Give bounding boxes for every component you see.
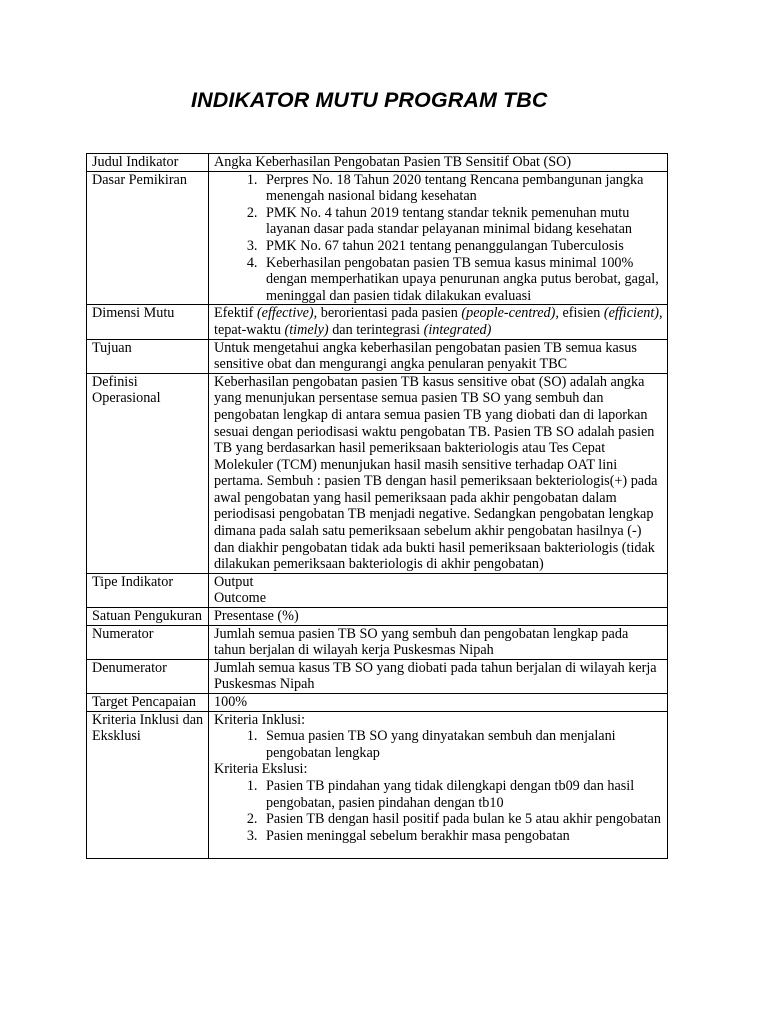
label-satuan-pengukuran: Satuan Pengukuran [87, 608, 209, 626]
dimensi-term: (timely) [284, 321, 329, 338]
row-definisi-operasional [87, 373, 668, 573]
row-target-pencapaian [87, 694, 668, 712]
dimensi-text: Efektif [214, 305, 257, 322]
value-dasar-pemikiran [209, 171, 668, 305]
label-denumerator: Denumerator [87, 659, 209, 693]
label-tipe-indikator: Tipe Indikator [87, 573, 209, 607]
dimensi-term: (integrated) [423, 321, 492, 338]
list-item: 2. Pasien TB dengan hasil positif pada bulan ke 5 atau akhir pengobatan [261, 811, 663, 828]
eksklusi-list [214, 778, 663, 844]
indicator-table [86, 153, 668, 859]
dimensi-text: berorientasi pada pasien [317, 305, 462, 322]
value-judul-indikator: Angka Keberhasilan Pengobatan Pasien TB Sensitif Obat (SO) [209, 154, 668, 172]
row-tujuan [87, 339, 668, 373]
value-definisi-operasional: Keberhasilan pengobatan pasien TB kasus sensitive obat (SO) adalah angka yang menunjukan persentase semua pasien TB SO yang sembuh dan pengobatan lengkap di antara semua pasien TB yang diobati dan di laporkan sesuai dengan periodisasi waktu pengobatan TB. Pasien TB SO adalah pasien TB yang berdasarkan hasil pemeriksaan bakteriologis atau Tes Cepat Molekuler (TCM) menunjukan hasil masih sensitive terhadap OAT lini pertama. Sembuh : pasien TB dengan hasil pemeriksaan bekteriologis(+) pada awal pengobatan yang hasil pemeriksaan pada akhir pengobatan dalam periodisasi pengobatan TB menjadi negative. Sedangkan pengobatan lengkap dimana pada salah satu pemeriksaan sebelum akhir pengobatan hasilnya (-) dan diakhir pengobatan tidak ada bukti hasil pemeriksaan bakteriologis (tidak dilakukan pemeriksaan bakteriologis di akhir pengobatan) [209, 373, 668, 573]
list-item: 1. Perpres No. 18 Tahun 2020 tentang Rencana pembangunan jangka menengah nasional bidang kesehatan [261, 172, 663, 205]
inklusi-heading: Kriteria Inklusi: [214, 711, 306, 728]
page-title: INDIKATOR MUTU PROGRAM TBC [191, 88, 548, 112]
label-dimensi-mutu: Dimensi Mutu [87, 305, 209, 339]
inklusi-list [214, 728, 663, 761]
dimensi-term: (effective), [256, 305, 318, 322]
value-numerator: Jumlah semua pasien TB SO yang sembuh dan pengobatan lengkap pada tahun berjalan di wilayah kerja Puskesmas Nipah [209, 625, 668, 659]
list-item: 3. Pasien meninggal sebelum berakhir masa pengobatan [261, 828, 663, 845]
value-kriteria [209, 711, 668, 859]
label-target-pencapaian: Target Pencapaian [87, 694, 209, 712]
list-item: 4. Keberhasilan pengobatan pasien TB semua kasus minimal 100% dengan memperhatikan upaya penurunan angka putus berobat, gagal, meninggal dan pasien tidak dilakukan evaluasi [261, 255, 663, 305]
value-tujuan: Untuk mengetahui angka keberhasilan pengobatan pasien TB semua kasus sensitive obat dan mengurangi angka penularan penyakit TBC [209, 339, 668, 373]
row-denumerator [87, 659, 668, 693]
label-judul-indikator: Judul Indikator [87, 154, 209, 172]
label-numerator: Numerator [87, 625, 209, 659]
tipe-outcome: Outcome [214, 590, 267, 607]
row-tipe-indikator [87, 573, 668, 607]
label-definisi-operasional: Definisi Operasional [87, 373, 209, 573]
value-denumerator: Jumlah semua kasus TB SO yang diobati pada tahun berjalan di wilayah kerja Puskesmas Nipah [209, 659, 668, 693]
eksklusi-heading: Kriteria Ekslusi: [214, 761, 308, 778]
row-judul-indikator [87, 154, 668, 172]
label-dasar-pemikiran: Dasar Pemikiran [87, 171, 209, 305]
row-dimensi-mutu [87, 305, 668, 339]
dimensi-text: tepat-waktu [214, 321, 285, 338]
list-item: 2. PMK No. 4 tahun 2019 tentang standar teknik pemenuhan mutu layanan dasar pada standar pelayanan minimal bidang kesehatan [261, 205, 663, 238]
row-dasar-pemikiran [87, 171, 668, 305]
value-dimensi-mutu [209, 305, 668, 339]
label-kriteria: Kriteria Inklusi dan Eksklusi [87, 711, 209, 859]
row-numerator [87, 625, 668, 659]
label-tujuan: Tujuan [87, 339, 209, 373]
row-satuan-pengukuran [87, 608, 668, 626]
tipe-output: Output [214, 573, 254, 590]
value-tipe-indikator [209, 573, 668, 607]
value-target-pencapaian: 100% [209, 694, 668, 712]
dasar-pemikiran-list [214, 172, 663, 305]
list-item: 3. PMK No. 67 tahun 2021 tentang penanggulangan Tuberculosis [261, 238, 663, 255]
dimensi-text: efisien [558, 305, 604, 322]
dimensi-text: dan terintegrasi [328, 321, 424, 338]
value-satuan-pengukuran: Presentase (%) [209, 608, 668, 626]
dimensi-term: (people-centred), [461, 305, 559, 322]
list-item: 1. Pasien TB pindahan yang tidak dilengkapi dengan tb09 dan hasil pengobatan, pasien pindahan dengan tb10 [261, 778, 663, 811]
dimensi-term: (efficient), [603, 305, 663, 322]
row-kriteria [87, 711, 668, 859]
list-item: 1. Semua pasien TB SO yang dinyatakan sembuh dan menjalani pengobatan lengkap [261, 728, 663, 761]
